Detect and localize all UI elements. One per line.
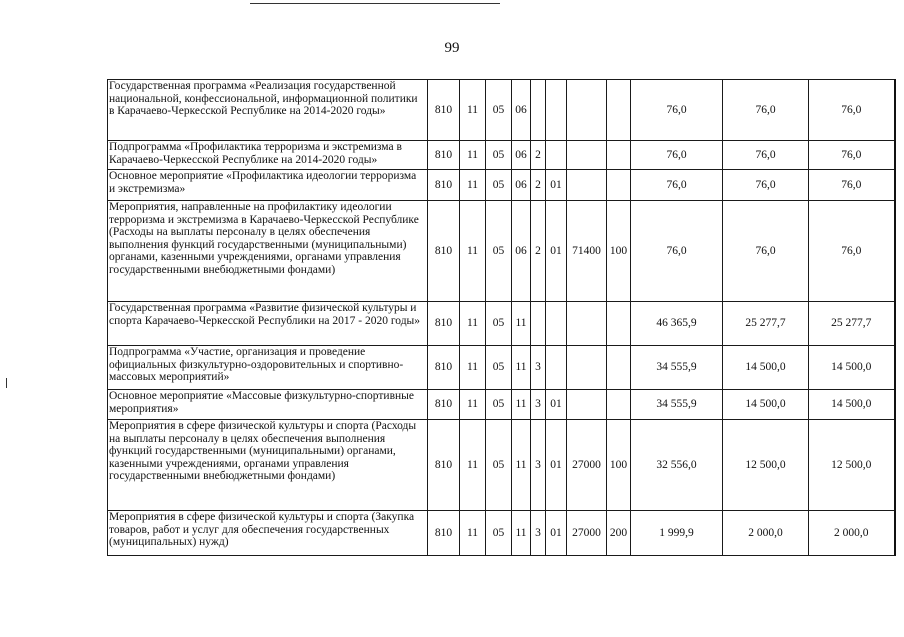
program-code: 06 bbox=[512, 170, 531, 201]
subprogram-code bbox=[531, 302, 546, 346]
amount-year-3: 14 500,0 bbox=[809, 346, 895, 390]
subprogram-code: 2 bbox=[531, 141, 546, 170]
section-code: 11 bbox=[460, 346, 486, 390]
row-name: Государственная программа «Развитие физической культуры и спорта Карачаево-Черкесской Республики на 2017 - 2020 годы» bbox=[108, 302, 428, 346]
expense-type-code bbox=[607, 390, 631, 420]
direction-code bbox=[567, 390, 607, 420]
subprogram-code: 2 bbox=[531, 201, 546, 302]
expense-type-code bbox=[607, 170, 631, 201]
amount-year-1: 76,0 bbox=[631, 141, 723, 170]
row-name: Подпрограмма «Участие, организация и проведение официальных физкультурно-оздоровительных и спортивно-массовых мероприятий» bbox=[108, 346, 428, 390]
amount-year-1: 1 999,9 bbox=[631, 511, 723, 556]
activity-code bbox=[546, 80, 567, 141]
amount-year-2: 14 500,0 bbox=[723, 346, 809, 390]
program-code: 11 bbox=[512, 511, 531, 556]
budget-table-body bbox=[108, 80, 895, 556]
table-row bbox=[108, 201, 895, 302]
amount-year-2: 76,0 bbox=[723, 80, 809, 141]
activity-code: 01 bbox=[546, 511, 567, 556]
activity-code bbox=[546, 302, 567, 346]
expense-type-code bbox=[607, 302, 631, 346]
amount-year-1: 76,0 bbox=[631, 201, 723, 302]
program-code: 06 bbox=[512, 141, 531, 170]
subsection-code: 05 bbox=[486, 80, 512, 141]
amount-year-1: 32 556,0 bbox=[631, 420, 723, 511]
subprogram-code bbox=[531, 80, 546, 141]
program-code: 11 bbox=[512, 302, 531, 346]
expense-type-code bbox=[607, 80, 631, 141]
amount-year-3: 76,0 bbox=[809, 201, 895, 302]
direction-code bbox=[567, 302, 607, 346]
subsection-code: 05 bbox=[486, 511, 512, 556]
scan-mark-left bbox=[6, 378, 7, 388]
subsection-code: 05 bbox=[486, 170, 512, 201]
activity-code: 01 bbox=[546, 201, 567, 302]
ministry-code: 810 bbox=[428, 80, 460, 141]
subprogram-code: 3 bbox=[531, 346, 546, 390]
subsection-code: 05 bbox=[486, 201, 512, 302]
program-code: 11 bbox=[512, 346, 531, 390]
expense-type-code bbox=[607, 141, 631, 170]
page-number: 99 bbox=[444, 40, 460, 56]
row-name: Мероприятия, направленные на профилактику идеологии терроризма и экстремизма в Карачаево-Черкесской Республике (Расходы на выплаты персоналу в целях обеспечения выполнения функций государственными (муниципальными) органами, казенными учреждениями, органами управления государственными внебюджетными фондами) bbox=[108, 201, 428, 302]
ministry-code: 810 bbox=[428, 170, 460, 201]
section-code: 11 bbox=[460, 80, 486, 141]
ministry-code: 810 bbox=[428, 390, 460, 420]
table-row bbox=[108, 302, 895, 346]
direction-code bbox=[567, 170, 607, 201]
amount-year-2: 12 500,0 bbox=[723, 420, 809, 511]
program-code: 11 bbox=[512, 420, 531, 511]
table-row bbox=[108, 170, 895, 201]
activity-code bbox=[546, 346, 567, 390]
row-name: Государственная программа «Реализация государственной национальной, конфессиональной, информационной политики в Карачаево-Черкесской Республике на 2014-2020 годы» bbox=[108, 80, 428, 141]
expense-type-code: 200 bbox=[607, 511, 631, 556]
expense-type-code: 100 bbox=[607, 201, 631, 302]
section-code: 11 bbox=[460, 302, 486, 346]
amount-year-2: 14 500,0 bbox=[723, 390, 809, 420]
scan-mark-top bbox=[250, 3, 500, 4]
section-code: 11 bbox=[460, 390, 486, 420]
activity-code: 01 bbox=[546, 420, 567, 511]
subsection-code: 05 bbox=[486, 420, 512, 511]
program-code: 06 bbox=[512, 80, 531, 141]
amount-year-2: 76,0 bbox=[723, 170, 809, 201]
amount-year-2: 2 000,0 bbox=[723, 511, 809, 556]
program-code: 06 bbox=[512, 201, 531, 302]
amount-year-2: 76,0 bbox=[723, 201, 809, 302]
direction-code: 27000 bbox=[567, 420, 607, 511]
section-code: 11 bbox=[460, 201, 486, 302]
activity-code: 01 bbox=[546, 390, 567, 420]
expense-type-code bbox=[607, 346, 631, 390]
table-row bbox=[108, 141, 895, 170]
direction-code: 71400 bbox=[567, 201, 607, 302]
amount-year-3: 25 277,7 bbox=[809, 302, 895, 346]
amount-year-3: 2 000,0 bbox=[809, 511, 895, 556]
direction-code bbox=[567, 141, 607, 170]
section-code: 11 bbox=[460, 511, 486, 556]
subprogram-code: 3 bbox=[531, 390, 546, 420]
subsection-code: 05 bbox=[486, 141, 512, 170]
activity-code: 01 bbox=[546, 170, 567, 201]
amount-year-3: 76,0 bbox=[809, 141, 895, 170]
subsection-code: 05 bbox=[486, 346, 512, 390]
amount-year-1: 46 365,9 bbox=[631, 302, 723, 346]
amount-year-2: 76,0 bbox=[723, 141, 809, 170]
section-code: 11 bbox=[460, 170, 486, 201]
subprogram-code: 2 bbox=[531, 170, 546, 201]
amount-year-3: 12 500,0 bbox=[809, 420, 895, 511]
amount-year-2: 25 277,7 bbox=[723, 302, 809, 346]
table-row bbox=[108, 420, 895, 511]
row-name: Основное мероприятие «Профилактика идеологии терроризма и экстремизма» bbox=[108, 170, 428, 201]
table-row bbox=[108, 511, 895, 556]
amount-year-1: 34 555,9 bbox=[631, 346, 723, 390]
amount-year-3: 76,0 bbox=[809, 170, 895, 201]
subprogram-code: 3 bbox=[531, 511, 546, 556]
program-code: 11 bbox=[512, 390, 531, 420]
direction-code bbox=[567, 346, 607, 390]
amount-year-1: 76,0 bbox=[631, 170, 723, 201]
activity-code bbox=[546, 141, 567, 170]
subsection-code: 05 bbox=[486, 302, 512, 346]
expense-type-code: 100 bbox=[607, 420, 631, 511]
row-name: Подпрограмма «Профилактика терроризма и экстремизма в Карачаево-Черкесской Республике на 2014-2020 годы» bbox=[108, 141, 428, 170]
section-code: 11 bbox=[460, 420, 486, 511]
ministry-code: 810 bbox=[428, 511, 460, 556]
table-row bbox=[108, 390, 895, 420]
amount-year-1: 34 555,9 bbox=[631, 390, 723, 420]
amount-year-3: 76,0 bbox=[809, 80, 895, 141]
table-row bbox=[108, 80, 895, 141]
ministry-code: 810 bbox=[428, 302, 460, 346]
budget-table bbox=[107, 79, 896, 556]
section-code: 11 bbox=[460, 141, 486, 170]
row-name: Мероприятия в сфере физической культуры и спорта (Закупка товаров, работ и услуг для обеспечения государственных (муниципальных) нужд) bbox=[108, 511, 428, 556]
direction-code bbox=[567, 80, 607, 141]
subprogram-code: 3 bbox=[531, 420, 546, 511]
ministry-code: 810 bbox=[428, 141, 460, 170]
subsection-code: 05 bbox=[486, 390, 512, 420]
ministry-code: 810 bbox=[428, 346, 460, 390]
amount-year-3: 14 500,0 bbox=[809, 390, 895, 420]
amount-year-1: 76,0 bbox=[631, 80, 723, 141]
row-name: Основное мероприятие «Массовые физкультурно-спортивные мероприятия» bbox=[108, 390, 428, 420]
table-row bbox=[108, 346, 895, 390]
direction-code: 27000 bbox=[567, 511, 607, 556]
ministry-code: 810 bbox=[428, 201, 460, 302]
row-name: Мероприятия в сфере физической культуры и спорта (Расходы на выплаты персоналу в целях обеспечения выполнения функций государственными (муниципальными) органами, казенными учреждениями, органами управления государственными внебюджетными фондами) bbox=[108, 420, 428, 511]
ministry-code: 810 bbox=[428, 420, 460, 511]
